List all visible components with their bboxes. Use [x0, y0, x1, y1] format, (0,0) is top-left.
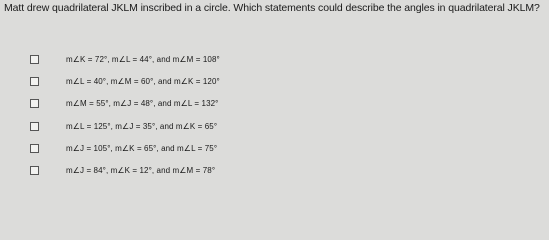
- option-4[interactable]: [30, 115, 220, 137]
- option-4-checkbox[interactable]: [30, 122, 39, 131]
- question-text: Matt drew quadrilateral JKLM inscribed in a circle. Which statements could describe the angles in quadrilateral JKLM?: [4, 2, 540, 14]
- option-2-checkbox[interactable]: [30, 77, 39, 86]
- option-5-label: m∠J = 105°, m∠K = 65°, and m∠L = 75°: [66, 143, 218, 153]
- option-5[interactable]: [30, 137, 220, 159]
- option-6[interactable]: [30, 159, 220, 181]
- option-4-label: m∠L = 125°, m∠J = 35°, and m∠K = 65°: [66, 121, 218, 131]
- answer-options: [30, 48, 220, 182]
- option-6-label: m∠J = 84°, m∠K = 12°, and m∠M = 78°: [66, 166, 216, 176]
- option-3-checkbox[interactable]: [30, 99, 39, 108]
- option-5-checkbox[interactable]: [30, 144, 39, 153]
- option-3[interactable]: [30, 93, 220, 115]
- option-1-label: m∠K = 72°, m∠L = 44°, and m∠M = 108°: [66, 54, 220, 64]
- option-2[interactable]: [30, 70, 220, 92]
- option-6-checkbox[interactable]: [30, 166, 39, 175]
- option-2-label: m∠L = 40°, m∠M = 60°, and m∠K = 120°: [66, 76, 220, 86]
- option-1[interactable]: [30, 48, 220, 70]
- option-1-checkbox[interactable]: [30, 55, 39, 64]
- option-3-label: m∠M = 55°, m∠J = 48°, and m∠L = 132°: [66, 99, 219, 109]
